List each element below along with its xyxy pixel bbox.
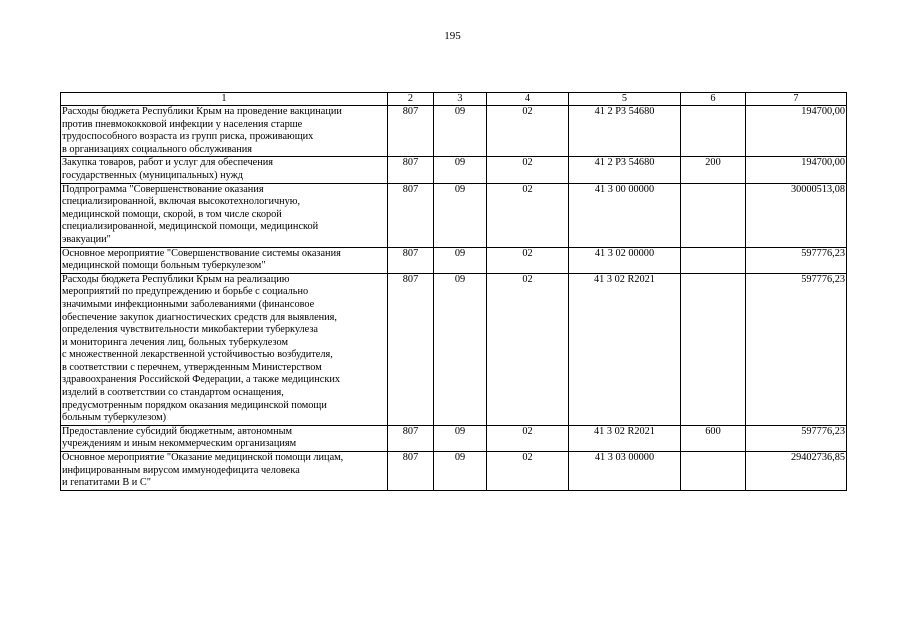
expense-name-line: трудоспособного возраста из групп риска, проживающих — [62, 131, 314, 143]
budget-table — [60, 92, 847, 491]
expense-name-cell — [61, 183, 388, 247]
expense-name-line: Предоставление субсидий бюджетным, автономным — [62, 425, 293, 437]
header-cell-5: 5 — [569, 93, 681, 106]
table-row — [61, 247, 847, 273]
target-article-cell: 41 2 P3 54680 — [569, 157, 681, 183]
subsection-cell: 02 — [487, 183, 569, 247]
table-row — [61, 106, 847, 157]
amount-cell: 597776,23 — [746, 425, 847, 451]
expense-name-line: изделий в соответствии со стандартом оснащения, — [62, 387, 284, 399]
target-article-cell: 41 3 03 00000 — [569, 452, 681, 491]
expense-name-cell — [61, 273, 388, 425]
amount-cell: 194700,00 — [746, 157, 847, 183]
expense-name-line: в организациях социального обслуживания — [62, 143, 253, 155]
target-article-cell: 41 2 P3 54680 — [569, 106, 681, 157]
grbs-cell: 807 — [388, 157, 434, 183]
expense-name-line: и гепатитами В и С" — [62, 477, 151, 489]
grbs-cell: 807 — [388, 106, 434, 157]
table-body — [61, 106, 847, 491]
expense-name-line: предусмотренным порядком оказания медицинской помощи — [62, 399, 327, 411]
expense-type-cell — [681, 106, 746, 157]
expense-name-cell — [61, 425, 388, 451]
expense-type-cell: 600 — [681, 425, 746, 451]
target-article-cell: 41 3 02 R2021 — [569, 273, 681, 425]
expense-name-line: Подпрограмма "Совершенствование оказания — [62, 183, 264, 195]
section-cell: 09 — [434, 157, 487, 183]
table-row — [61, 452, 847, 491]
expense-name-line: определения чувствительности микобактерии туберкулеза — [62, 324, 319, 336]
expense-type-cell — [681, 452, 746, 491]
expense-name-line: мероприятий по предупреждению и борьбе с социально — [62, 286, 309, 298]
header-cell-4: 4 — [487, 93, 569, 106]
header-cell-3: 3 — [434, 93, 487, 106]
section-cell: 09 — [434, 247, 487, 273]
expense-name-line: с множественной лекарственной устойчивостью возбудителя, — [62, 349, 333, 361]
table-row — [61, 183, 847, 247]
expense-name-cell — [61, 106, 388, 157]
table-row — [61, 157, 847, 183]
expense-name-line: Расходы бюджета Республики Крым на реализацию — [62, 273, 290, 285]
expense-name-line: Основное мероприятие "Оказание медицинской помощи лицам, — [62, 452, 344, 464]
expense-type-cell: 200 — [681, 157, 746, 183]
grbs-cell: 807 — [388, 183, 434, 247]
amount-cell: 30000513,08 — [746, 183, 847, 247]
expense-name-line: значимыми инфекционными заболеваниями (финансовое — [62, 298, 315, 310]
expense-name-cell — [61, 157, 388, 183]
target-article-cell: 41 3 02 R2021 — [569, 425, 681, 451]
expense-name-line: Расходы бюджета Республики Крым на проведение вакцинации — [62, 106, 342, 117]
expense-name-line: учреждениям и иным некоммерческим организациям — [62, 438, 297, 450]
section-cell: 09 — [434, 425, 487, 451]
target-article-cell: 41 3 00 00000 — [569, 183, 681, 247]
expense-name-line: государственных (муниципальных) нужд — [62, 169, 243, 181]
table-row — [61, 425, 847, 451]
amount-cell: 29402736,85 — [746, 452, 847, 491]
page-number: 195 — [444, 30, 461, 42]
grbs-cell: 807 — [388, 273, 434, 425]
header-cell-7: 7 — [746, 93, 847, 106]
expense-name-line: специализированной, медицинской помощи, медицинской — [62, 221, 319, 233]
expense-name-line: медицинской помощи, скорой, в том числе скорой — [62, 208, 282, 220]
table-header — [61, 93, 847, 106]
expense-name-line: в соответствии с перечнем, утвержденным Министерством — [62, 361, 322, 373]
section-cell: 09 — [434, 106, 487, 157]
subsection-cell: 02 — [487, 247, 569, 273]
expense-name-line: эвакуации" — [62, 233, 111, 245]
header-cell-1: 1 — [61, 93, 388, 106]
target-article-cell: 41 3 02 00000 — [569, 247, 681, 273]
expense-name-line: медицинской помощи больным туберкулезом" — [62, 260, 266, 272]
expense-type-cell — [681, 183, 746, 247]
section-cell: 09 — [434, 183, 487, 247]
subsection-cell: 02 — [487, 106, 569, 157]
expense-name-cell — [61, 247, 388, 273]
expense-name-line: больным туберкулезом) — [62, 412, 167, 424]
expense-type-cell — [681, 247, 746, 273]
header-cell-6: 6 — [681, 93, 746, 106]
section-cell: 09 — [434, 452, 487, 491]
header-row — [61, 93, 847, 106]
expense-name-line: и мониторинга лечения лиц, больных туберкулезом — [62, 336, 288, 348]
grbs-cell: 807 — [388, 247, 434, 273]
header-cell-2: 2 — [388, 93, 434, 106]
expense-name-line: Основное мероприятие "Совершенствование системы оказания — [62, 247, 341, 259]
amount-cell: 597776,23 — [746, 273, 847, 425]
expense-name-line: инфицированным вирусом иммунодефицита человека — [62, 464, 300, 476]
amount-cell: 597776,23 — [746, 247, 847, 273]
expense-name-line: здравоохранения Российской Федерации, а также медицинских — [62, 374, 340, 386]
grbs-cell: 807 — [388, 425, 434, 451]
expense-name-line: против пневмококковой инфекции у населения старше — [62, 118, 303, 130]
section-cell: 09 — [434, 273, 487, 425]
expense-name-line: специализированной, включая высокотехнологичную, — [62, 196, 301, 208]
grbs-cell: 807 — [388, 452, 434, 491]
expense-type-cell — [681, 273, 746, 425]
subsection-cell: 02 — [487, 157, 569, 183]
subsection-cell: 02 — [487, 273, 569, 425]
amount-cell: 194700,00 — [746, 106, 847, 157]
table-row — [61, 273, 847, 425]
expense-name-cell — [61, 452, 388, 491]
expense-name-line: обеспечение закупок диагностических средств для выявления, — [62, 311, 337, 323]
expense-name-line: Закупка товаров, работ и услуг для обеспечения — [62, 157, 273, 169]
subsection-cell: 02 — [487, 452, 569, 491]
subsection-cell: 02 — [487, 425, 569, 451]
